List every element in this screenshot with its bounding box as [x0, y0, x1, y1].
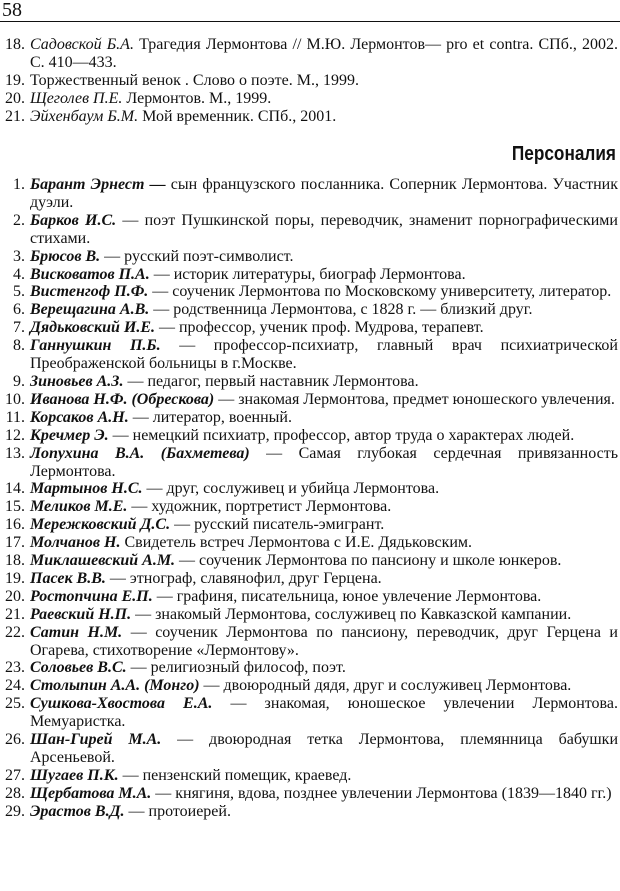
person-item: [0, 516, 620, 534]
person-item-text: — родственница Лермонтова, с 1828 г. — близкий друг.: [149, 301, 533, 319]
person-item-name: Зиновьев А.З.: [30, 372, 124, 390]
person-item-number: 26.: [5, 731, 25, 749]
person-item-text: — этнограф, славянофил, друг Герцена.: [105, 569, 382, 587]
person-item-number: 14.: [5, 480, 25, 498]
person-item-number: 20.: [5, 587, 25, 605]
person-item-number: 3.: [13, 247, 25, 265]
person-item-number: 6.: [13, 301, 25, 319]
person-item-text: — профессор, ученик проф. Мудрова, терапевт.: [154, 319, 484, 337]
reference-item-number: 19.: [5, 71, 25, 89]
person-item-number: 19.: [5, 569, 25, 587]
person-item-number: 21.: [5, 605, 25, 623]
person-item-text: — знакомая, юношеское увлечении Лермонтова. Мемуаристка.: [30, 695, 619, 731]
reference-item-text: Торжественный венок . Слово о поэте. М., 1999.: [30, 71, 359, 89]
person-item-name: Раевский Н.П.: [30, 605, 132, 623]
person-item-text: — протоиерей.: [124, 802, 231, 820]
person-item: [0, 445, 620, 481]
person-item: [0, 391, 620, 409]
person-item: [0, 677, 620, 695]
reference-item-number: 18.: [5, 36, 25, 53]
person-item-number: 9.: [13, 372, 25, 390]
person-item: [0, 624, 620, 660]
persons-list: [0, 176, 620, 821]
person-item-number: 15.: [5, 498, 25, 516]
person-item-name: Миклашевский А.М.: [30, 552, 176, 570]
person-item: [0, 409, 620, 427]
person-item-text: — двоюродная тетка Лермонтова, племянница бабушки Арсеньевой.: [30, 731, 619, 766]
person-item-name: Сушкова-Хвостова Е.А.: [30, 695, 213, 713]
person-item-name: Шугаев П.К.: [30, 766, 119, 784]
person-item-name: Мережковский Д.С.: [30, 516, 171, 534]
reference-list: [0, 36, 620, 126]
person-item-number: 12.: [5, 426, 25, 444]
person-item-text: — пензенский помещик, краевед.: [118, 766, 352, 784]
person-item: [0, 266, 620, 284]
page-number: 58: [2, 0, 22, 21]
person-item-text: — художник, портретист Лермонтова.: [127, 498, 392, 516]
person-item-name: Меликов М.Е.: [30, 498, 128, 516]
person-item-number: 23.: [5, 659, 25, 677]
person-item-name: Иванова Н.Ф. (Обрескова): [30, 390, 215, 408]
person-item-text: — двоюродный дядя, друг и сослуживец Лермонтова.: [199, 677, 572, 695]
reference-item: [0, 90, 620, 108]
person-item-text: — соученик Лермонтова по пансиону и школе юнкеров.: [175, 552, 562, 570]
person-item-name: Кречмер Э.: [30, 426, 109, 444]
person-item-text: — княгиня, вдова, позднее увлечении Лермонтова (1839—1840 гг.): [151, 784, 612, 802]
person-item: [0, 695, 620, 731]
person-item: [0, 731, 620, 767]
person-item-number: 24.: [5, 677, 25, 695]
person-item-number: 2.: [13, 211, 25, 229]
person-item-number: 8.: [13, 337, 25, 355]
person-item-name: Соловьев В.С.: [30, 659, 127, 677]
reference-item: [0, 108, 620, 126]
person-item-name: Корсаков А.Н.: [30, 408, 129, 426]
person-item-number: 29.: [5, 802, 25, 820]
person-item-text: — религиозный философ, поэт.: [126, 659, 346, 677]
reference-item-text: Лермонтов. М., 1999.: [122, 89, 272, 107]
reference-item-name: Щеголев П.Е.: [30, 89, 123, 107]
person-item-name: Ганнушкин П.Б.: [30, 337, 161, 355]
person-item-number: 18.: [5, 552, 25, 570]
person-item-text: — русский поэт-символист.: [100, 247, 294, 265]
reference-item-name: Садовской Б.А.: [30, 36, 134, 53]
header-rule: [0, 21, 620, 22]
person-item: [0, 337, 620, 373]
person-item: [0, 283, 620, 301]
person-item: [0, 176, 620, 212]
person-item: [0, 373, 620, 391]
person-item-name: Щербатова М.А.: [30, 784, 152, 802]
person-item-number: 13.: [5, 444, 25, 462]
person-item-number: 16.: [5, 516, 25, 534]
person-item-name: Барант Эрнест —: [30, 176, 166, 193]
reference-item-text: Трагедия Лермонтова // М.Ю. Лермонтов— pro et contra. СПб., 2002. С. 410—433.: [30, 36, 618, 71]
person-item-number: 4.: [13, 265, 25, 283]
person-item-name: Дядьковский И.Е.: [30, 319, 155, 337]
person-item-name: Мартынов Н.С.: [30, 480, 143, 498]
person-item-text: — поэт Пушкинской поры, переводчик, знаменит порнографическими стихами.: [30, 211, 618, 247]
person-item: [0, 785, 620, 803]
person-item: [0, 534, 620, 552]
person-item-number: 22.: [5, 623, 25, 641]
person-item: [0, 301, 620, 319]
person-item-name: Пасек В.В.: [30, 569, 106, 587]
person-item: [0, 498, 620, 516]
person-item: [0, 427, 620, 445]
person-item-text: — знакомый Лермонтова, сослуживец по Кавказской кампании.: [131, 605, 572, 623]
person-item-text: — соученик Лермонтова по пансиону, переводчик, друг Герцена и Огарева, стихотворение «Лермонтову».: [30, 623, 618, 659]
person-item: [0, 212, 620, 248]
reference-item-text: Мой временник. СПб., 2001.: [138, 107, 337, 125]
person-item-name: Столыпин А.А. (Монго): [30, 677, 200, 695]
person-item-name: Верещагина А.В.: [30, 301, 150, 319]
person-item-text: — соученик Лермонтова по Московскому университету, литератор.: [148, 283, 612, 301]
person-item-number: 28.: [5, 784, 25, 802]
person-item-text: — друг, сослуживец и убийца Лермонтова.: [142, 480, 440, 498]
person-item: [0, 480, 620, 498]
person-item-number: 17.: [5, 534, 25, 552]
person-item-text: — Самая глубокая сердечная привязанность Лермонтова.: [30, 444, 619, 480]
reference-item-number: 20.: [5, 89, 25, 107]
person-item-text: — профессор-психиатр, главный врач психиатрической Преображенской больницы в г.Москве.: [30, 337, 618, 373]
person-item-number: 27.: [5, 766, 25, 784]
person-item-name: Сатин Н.М.: [30, 623, 123, 641]
person-item-name: Барков И.С.: [30, 211, 117, 229]
person-item-text: — русский писатель-эмигрант.: [170, 516, 385, 534]
person-item-number: 1.: [13, 176, 25, 193]
person-item: [0, 319, 620, 337]
person-item: [0, 659, 620, 677]
person-item-name: Брюсов В.: [30, 247, 101, 265]
person-item: [0, 570, 620, 588]
person-item: [0, 552, 620, 570]
person-item: [0, 588, 620, 606]
person-item-text: — знакомая Лермонтова, предмет юношеского увлечения.: [214, 390, 615, 408]
person-item-text: сын французского посланника. Соперник Лермонтова. Участник дуэли.: [30, 176, 618, 211]
person-item: [0, 606, 620, 624]
person-item-name: Ростопчина Е.П.: [30, 587, 153, 605]
person-item-text: — немецкий психиатр, профессор, автор труда о характерах людей.: [108, 426, 575, 444]
person-item-name: Вистенгоф П.Ф.: [30, 283, 149, 301]
reference-item-name: Эйхенбаум Б.М.: [30, 107, 139, 125]
person-item-number: 11.: [5, 408, 25, 426]
person-item-name: Молчанов Н.: [30, 534, 121, 552]
person-item-name: Эрастов В.Д.: [30, 802, 125, 820]
person-item-text: — графиня, писательница, юное увлечение Лермонтова.: [152, 587, 542, 605]
person-item-text: Свидетель встреч Лермонтова с И.Е. Дядьковским.: [120, 534, 473, 552]
person-item-text: — литератор, военный.: [128, 408, 292, 426]
reference-item: [0, 72, 620, 90]
person-item-name: Шан-Гирей М.А.: [30, 731, 162, 749]
person-item-text: — историк литературы, биограф Лермонтова.: [149, 265, 466, 283]
reference-item: [0, 36, 620, 72]
person-item-number: 7.: [13, 319, 25, 337]
person-item-name: Висковатов П.А.: [30, 265, 150, 283]
person-item-number: 25.: [5, 695, 25, 713]
person-item-number: 10.: [5, 390, 25, 408]
person-item: [0, 767, 620, 785]
person-item: [0, 248, 620, 266]
person-item: [0, 803, 620, 821]
person-item-number: 5.: [13, 283, 25, 301]
section-title: Персоналия: [511, 143, 616, 165]
person-item-text: — педагог, первый наставник Лермонтова.: [123, 372, 419, 390]
person-item-name: Лопухина В.А. (Бахметева): [30, 444, 250, 462]
reference-item-number: 21.: [5, 107, 25, 125]
